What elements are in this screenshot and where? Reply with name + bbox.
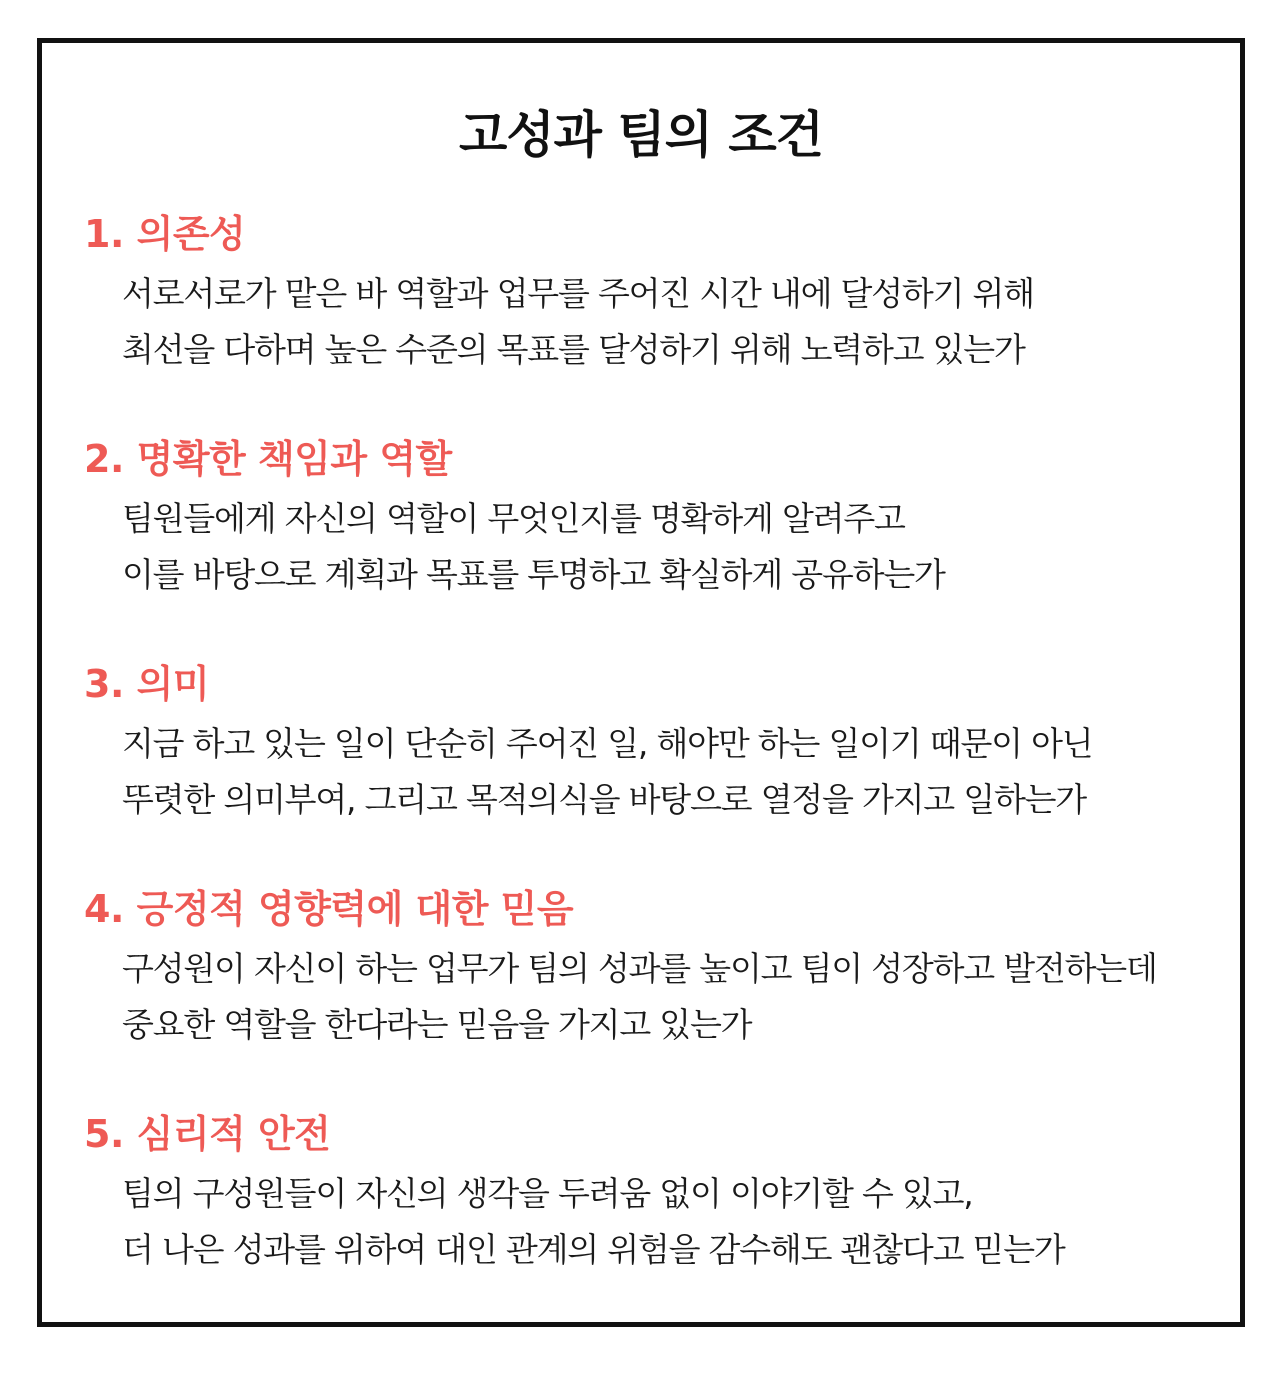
- section-line: 뚜렷한 의미부여, 그리고 목적의식을 바탕으로 열정을 가지고 일하는가: [122, 780, 1086, 819]
- section-line: 구성원이 자신이 하는 업무가 팀의 성과를 높이고 팀이 성장하고 발전하는데: [122, 949, 1157, 988]
- section-heading: 3. 의미: [84, 662, 210, 706]
- section-line: 최선을 다하며 높은 수준의 목표를 달성하기 위해 노력하고 있는가: [122, 330, 1025, 369]
- section-line: 중요한 역할을 한다라는 믿음을 가지고 있는가: [122, 1005, 752, 1044]
- section-heading: 2. 명확한 책임과 역할: [84, 437, 452, 481]
- section-line: 더 나은 성과를 위하여 대인 관계의 위험을 감수해도 괜찮다고 믿는가: [122, 1230, 1065, 1269]
- section-heading: 4. 긍정적 영향력에 대한 믿음: [84, 887, 574, 931]
- section-line: 팀의 구성원들이 자신의 생각을 두려움 없이 이야기할 수 있고,: [122, 1174, 973, 1213]
- section-body: [84, 266, 1224, 378]
- section-impact: [84, 885, 1224, 1053]
- section-body: [84, 491, 1224, 603]
- section-line: 이를 바탕으로 계획과 목표를 투명하고 확실하게 공유하는가: [122, 555, 945, 594]
- page-title: 고성과 팀의 조건: [459, 106, 823, 164]
- section-body: [84, 716, 1224, 828]
- section-meaning: [84, 660, 1224, 828]
- section-heading: 5. 심리적 안전: [84, 1112, 331, 1156]
- section-psychological-safety: [84, 1110, 1224, 1278]
- section-structure-clarity: [84, 435, 1224, 603]
- section-line: 서로서로가 맡은 바 역할과 업무를 주어진 시간 내에 달성하기 위해: [122, 274, 1034, 313]
- section-line: 지금 하고 있는 일이 단순히 주어진 일, 해야만 하는 일이기 때문이 아닌: [122, 724, 1093, 763]
- section-heading: 1. 의존성: [84, 212, 246, 256]
- content-frame: [37, 38, 1245, 1327]
- section-body: [84, 1166, 1224, 1278]
- section-body: [84, 941, 1224, 1053]
- section-line: 팀원들에게 자신의 역할이 무엇인지를 명확하게 알려주고: [122, 499, 905, 538]
- section-dependability: [84, 210, 1224, 378]
